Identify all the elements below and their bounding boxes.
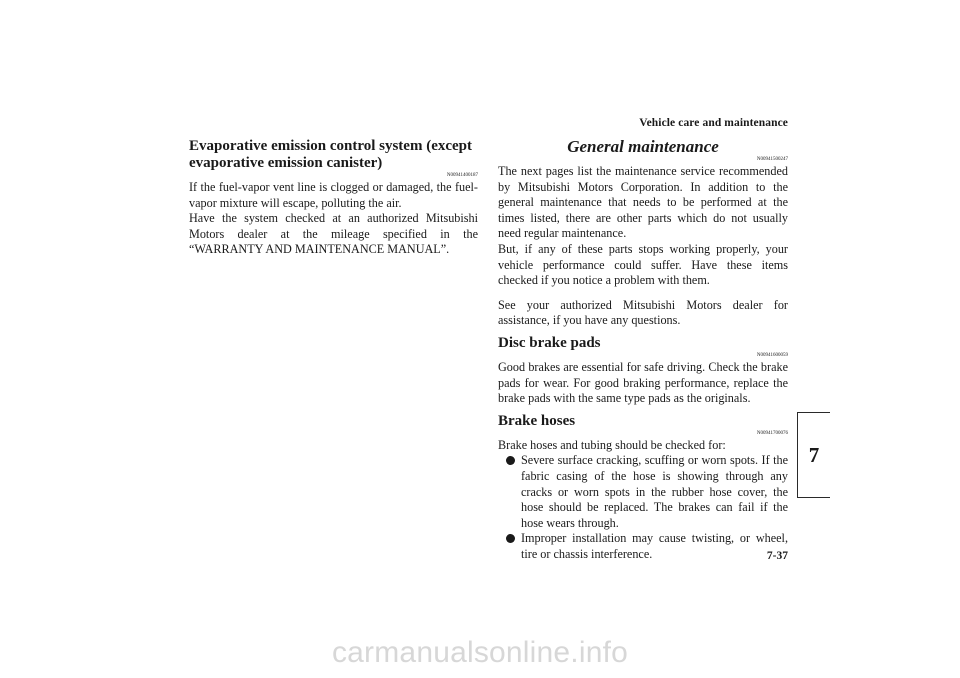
left-column bbox=[189, 138, 478, 258]
paragraph-gap bbox=[498, 289, 788, 298]
body-paragraph: Brake hoses and tubing should be checked for: bbox=[498, 437, 726, 452]
body-paragraph: Have the system checked at an authorized Mitsubishi Motors dealer at the mileage specified in the “WARRANTY AND MAINTENANCE MANUAL”. bbox=[189, 211, 478, 257]
running-header: Vehicle care and maintenance bbox=[639, 117, 788, 129]
list-item-text: Severe surface cracking, scuffing or worn spots. If the fabric casing of the hose is showing through any cracks or worn spots in the rubber hose cover, the hose should be replaced. The brakes can fail if the hose wears through. bbox=[521, 453, 788, 530]
body-paragraph: If the fuel-vapor vent line is clogged or damaged, the fuel-vapor mixture will escape, polluting the air. bbox=[189, 180, 478, 210]
chapter-tab bbox=[797, 412, 830, 498]
disc-brake-section bbox=[498, 335, 788, 407]
section-heading-evaporative: Evaporative emission control system (except evaporative emission canister) bbox=[189, 138, 473, 171]
section-heading-disc-brake-pads: Disc brake pads bbox=[498, 334, 601, 351]
section-code: N00941500247 bbox=[756, 157, 788, 162]
list-item bbox=[506, 531, 788, 562]
body-paragraph: See your authorized Mitsubishi Motors dealer for assistance, if you have any questions. bbox=[498, 297, 788, 328]
section-code: N00941400187 bbox=[446, 173, 478, 178]
body-paragraph: But, if any of these parts stops working properly, your vehicle performance could suffer. Have these items checked if you notice a problem with them. bbox=[498, 241, 788, 288]
bullet-icon bbox=[506, 456, 515, 465]
chapter-number: 7 bbox=[808, 442, 820, 467]
brake-hoses-section bbox=[498, 413, 788, 563]
body-paragraph: The next pages list the maintenance service recommended by Mitsubishi Motors Corporation. In addition to the general maintenance that needs to be performed at the times listed, there are other parts which do not usually need regular maintenance. bbox=[498, 164, 788, 241]
bullet-list bbox=[498, 453, 788, 562]
section-code: N00941600059 bbox=[756, 352, 788, 358]
body-paragraph: Good brakes are essential for safe driving. Check the brake pads for wear. For good braking performance, replace the brake pads with the same type pads as the originals. bbox=[498, 359, 788, 406]
section-code: N00941700076 bbox=[756, 430, 788, 436]
page-number: 7-37 bbox=[766, 550, 788, 562]
page-title-general-maintenance: General maintenance bbox=[567, 137, 719, 156]
bullet-icon bbox=[506, 534, 515, 543]
right-column bbox=[498, 138, 788, 562]
list-item-text: Improper installation may cause twisting, or wheel, tire or chassis interference. bbox=[521, 531, 788, 561]
watermark: carmanualsonline.info bbox=[331, 636, 629, 669]
list-item bbox=[506, 453, 788, 531]
section-heading-brake-hoses: Brake hoses bbox=[498, 412, 576, 429]
